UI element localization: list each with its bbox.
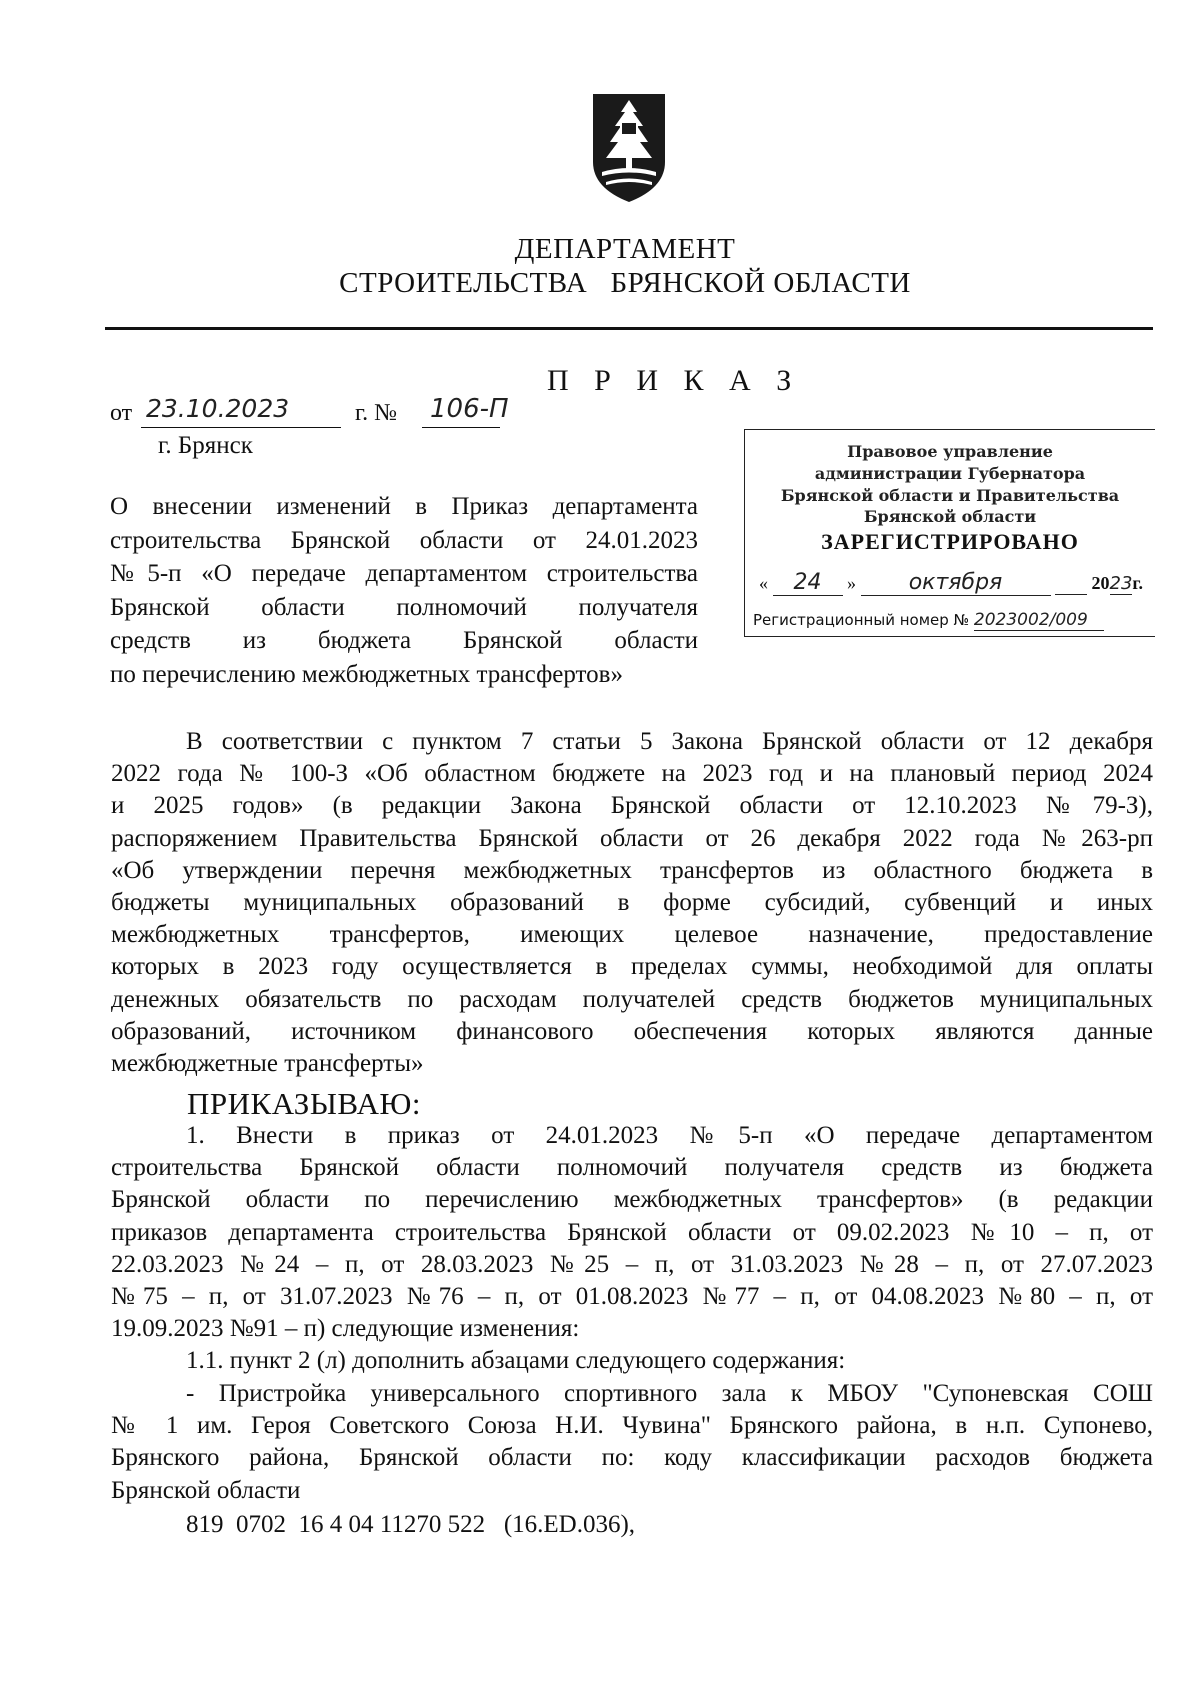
preamble-line: межбюджетные трансферты» xyxy=(111,1050,424,1078)
order-city: г. Брянск xyxy=(158,432,253,459)
order-subject xyxy=(110,490,698,691)
number-prefix: г. № xyxy=(355,400,398,426)
stamp-month: октября xyxy=(861,570,1051,596)
item1-line: 1. Внести в приказ от 24.01.2023 №5-п «О передаче департаментом xyxy=(186,1122,1153,1149)
stamp-reg-number xyxy=(753,610,1104,631)
preamble-line: распоряжением Правительства Брянской области от 26 декабря 2022 года №263-рп xyxy=(111,824,1153,852)
addition-line: Брянского района, Брянской области по: коду классификации расходов бюджета xyxy=(111,1444,1153,1472)
preamble-line: образований, источником финансового обеспечения которых являются данные xyxy=(111,1017,1153,1045)
item1-line: 22.03.2023 №24 – п, от 28.03.2023 №25 – п, от 31.03.2023 №28 – п, от 27.07.2023 xyxy=(111,1250,1153,1278)
stamp-reg-value: 2023002/009 xyxy=(974,610,1104,631)
header-divider xyxy=(105,327,1153,330)
department-title-line2: СТРОИТЕЛЬСТВА БРЯНСКОЙ ОБЛАСТИ xyxy=(339,267,911,299)
subject-line: Брянской области полномочий получателя xyxy=(110,593,698,621)
order-number-handwritten: 106-П xyxy=(430,394,509,424)
addition-line: Брянской области xyxy=(111,1476,301,1504)
stamp-reg-label: Регистрационный номер № xyxy=(753,611,970,629)
department-title-line1: ДЕПАРТАМЕНТ xyxy=(514,233,736,265)
addition-paragraph xyxy=(111,1378,1153,1507)
item11-line: 1.1. пункт 2 (л) дополнить абзацами следующего содержания: xyxy=(186,1347,846,1374)
addition-line: - Пристройка универсального спортивного зала к МБОУ "Супоневская СОШ xyxy=(186,1380,1153,1407)
order-title: П Р И К А З xyxy=(547,364,801,397)
item1-line: Брянской области по перечислению межбюджетных трансфертов» (в редакции xyxy=(111,1186,1153,1214)
subject-line: по перечислению межбюджетных трансфертов» xyxy=(110,660,623,688)
stamp-day: 24 xyxy=(773,570,843,596)
item1-line: приказов департамента строительства Брянской области от 09.02.2023 №10 – п, от xyxy=(111,1218,1153,1246)
budget-code-paragraph xyxy=(111,1509,1153,1541)
stamp-line: Брянской области и Правительства xyxy=(780,486,1120,505)
preamble-line: денежных обязательств по расходам получателей средств бюджетов муниципальных xyxy=(111,985,1153,1013)
item11-paragraph xyxy=(111,1345,1153,1377)
date-underline xyxy=(141,427,341,428)
preamble-line: бюджеты муниципальных образований в форме субсидий, субвенций и иных xyxy=(111,889,1153,917)
preamble-line: «Об утверждении перечня межбюджетных трансфертов из областного бюджета в xyxy=(111,856,1153,884)
stamp-line: Правовое управление xyxy=(847,442,1053,461)
order-word: ПРИКАЗЫВАЮ: xyxy=(187,1086,421,1121)
item1-line: строительства Брянской области полномочий получателя средств из бюджета xyxy=(111,1154,1153,1182)
number-underline xyxy=(422,427,500,428)
stamp-year-suffix: 23 xyxy=(1109,573,1133,594)
registration-stamp xyxy=(744,429,1155,637)
stamp-year-prefix: 20 xyxy=(1091,573,1110,593)
item1-line: 19.09.2023 №91 – п) следующие изменения: xyxy=(111,1315,580,1343)
order-date-handwritten: 23.10.2023 xyxy=(146,394,290,423)
brynsk-oblast-coat-of-arms-icon xyxy=(590,92,668,204)
preamble-paragraph xyxy=(111,726,1153,1080)
addition-line: № 1 им. Героя Советского Союза Н.И. Чувина" Брянского района, в н.п. Супонево, xyxy=(111,1412,1153,1440)
preamble-line: межбюджетных трансфертов, имеющих целевое назначение, предоставление xyxy=(111,921,1153,949)
quote-open: « xyxy=(759,573,768,593)
item1-line: №75 – п, от 31.07.2023 №76 – п, от 01.08.2023 №77 – п, от 04.08.2023 №80 – п, от xyxy=(111,1283,1153,1311)
preamble-line: В соответствии с пунктом 7 статьи 5 Закона Брянской области от 12 декабря xyxy=(186,728,1153,755)
budget-code: 819 0702 16 4 04 11270 522 (16.ED.036), xyxy=(186,1511,636,1538)
subject-line: строительства Брянской области от 24.01.2023 xyxy=(110,526,698,554)
quote-close: » xyxy=(847,573,856,593)
preamble-line: и 2025 годов» (в редакции Закона Брянской области от 12.10.2023 №79-З), xyxy=(111,792,1153,820)
date-prefix: от xyxy=(110,400,133,426)
stamp-registered: ЗАРЕГИСТРИРОВАНО xyxy=(821,529,1079,554)
item1-paragraph xyxy=(111,1120,1153,1345)
preamble-line: которых в 2023 году осуществляется в пределах суммы, необходимой для оплаты xyxy=(111,953,1153,981)
stamp-underline xyxy=(1055,573,1087,595)
subject-line: О внесении изменений в Приказ департамента xyxy=(110,493,698,520)
stamp-line: Брянской области xyxy=(863,507,1037,526)
stamp-year-unit: г. xyxy=(1132,573,1144,593)
stamp-date xyxy=(759,570,1143,596)
preamble-line: 2022 года № 100-З «Об областном бюджете на 2023 год и на плановый период 2024 xyxy=(111,760,1153,788)
subject-line: №5-п «О передаче департаментом строительства xyxy=(110,560,698,587)
subject-line: средств из бюджета Брянской области xyxy=(110,627,698,654)
stamp-line: администрации Губернатора xyxy=(814,464,1086,483)
